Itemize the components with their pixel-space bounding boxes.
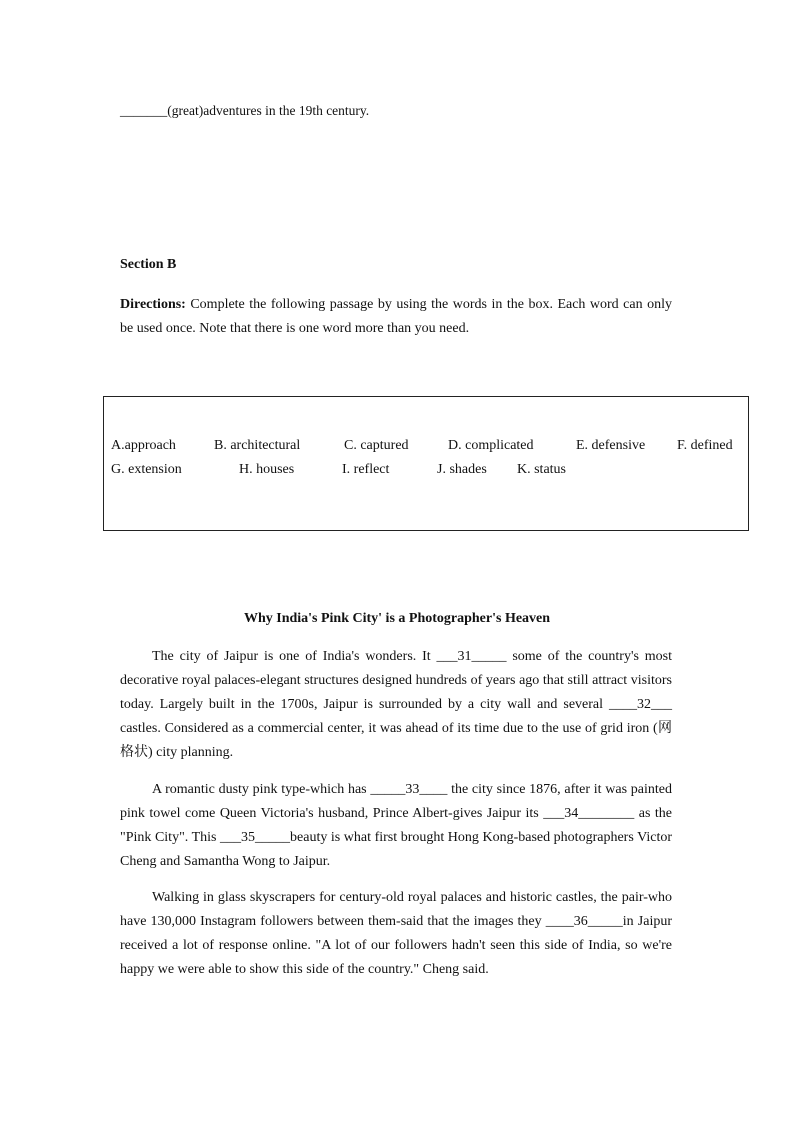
section-title: Section B (120, 257, 177, 272)
word-option: B. architectural (214, 438, 301, 453)
word-option: F. defined (677, 438, 733, 453)
word-option: H. houses (239, 462, 295, 477)
directions (120, 293, 672, 341)
word-option: I. reflect (342, 462, 390, 477)
passage-paragraph: Walking in glass skyscrapers for century-old royal palaces and historic castles, the pair-who have 130,000 Instagram followers between them-said that the images they ____36_____in Jaipur received a lot of response online. "A lot of our followers hadn't seen this side of India, so we're happy we were able to show this side of the country." Cheng said. (120, 890, 672, 977)
word-option: D. complicated (448, 438, 534, 453)
word-option: K. status (517, 462, 566, 477)
directions-text: Complete the following passage by using the words in the box. Each word can only be used once. Note that there is one word more than you need. (120, 297, 672, 336)
directions-label: Directions: (120, 297, 186, 312)
word-option: G. extension (111, 462, 182, 477)
word-option: J. shades (437, 462, 487, 477)
passage-title: Why India's Pink City' is a Photographer's Heaven (243, 611, 551, 626)
passage-paragraph: A romantic dusty pink type-which has _____33____ the city since 1876, after it was painted pink towel come Queen Victoria's husband, Prince Albert-gives Jaipur its ___34________ as the "Pink City". This ___35_____beauty is what first brought Hong Kong-based photographers Victor Cheng and Samantha Wong to Jaipur. (120, 782, 672, 869)
word-option: A.approach (111, 438, 176, 453)
previous-item-line: _______(great)adventures in the 19th century. (120, 103, 370, 118)
word-option: C. captured (344, 438, 409, 453)
passage-paragraph: The city of Jaipur is one of India's wonders. It ___31_____ some of the country's most decorative royal palaces-elegant structures designed hundreds of years ago that still attract visitors today. Largely built in the 1700s, Jaipur is surrounded by a city wall and several ____32___ castles. Considered as a commercial center, it was ahead of its time due to the use of grid iron (网格状) city planning. (120, 649, 672, 760)
word-option: E. defensive (576, 438, 646, 453)
word-box (103, 396, 749, 531)
